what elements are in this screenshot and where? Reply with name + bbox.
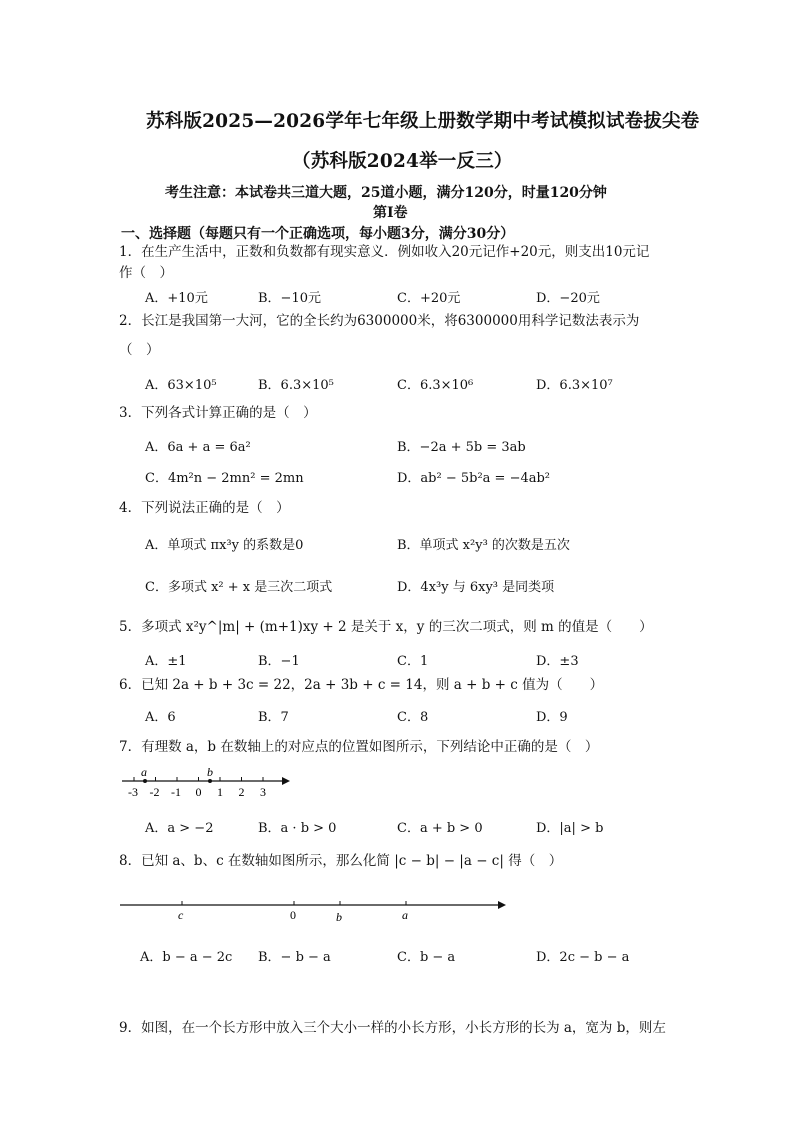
axis-tick-label: -2 xyxy=(149,785,160,799)
number-line-figure-q8 xyxy=(118,895,518,925)
exam-subtitle: （苏科版2024举一反三） xyxy=(292,151,513,172)
axis-arrow xyxy=(498,901,506,909)
question-8-option-b[interactable]: B．− b − a xyxy=(258,950,331,965)
volume-label: 第Ⅰ卷 xyxy=(373,205,408,221)
question-1-stem-cont: 作（ ） xyxy=(119,265,173,281)
exam-title: 苏科版2025—2026学年七年级上册数学期中考试模拟试卷拔尖卷 xyxy=(146,111,700,132)
question-4-stem: 4．下列说法正确的是（ ） xyxy=(119,500,290,516)
question-2-option-d[interactable]: D．6.3×10⁷ xyxy=(536,378,613,393)
exam-notice: 考生注意：本试卷共三道大题，25道小题，满分120分，时量120分钟 xyxy=(165,185,607,201)
question-8-option-c[interactable]: C．b − a xyxy=(397,950,456,965)
point-a-label: a xyxy=(141,765,147,779)
axis-tick-label: 0 xyxy=(195,785,202,799)
question-3-option-b[interactable]: B．−2a + 5b = 3ab xyxy=(397,440,526,455)
point-b xyxy=(208,779,212,783)
axis-tick-label: 1 xyxy=(217,785,223,799)
question-2-stem-cont: （ ） xyxy=(119,342,160,358)
question-1-option-a[interactable]: A．+10元 xyxy=(145,291,208,306)
question-3-option-a[interactable]: A．6a + a = 6a² xyxy=(145,440,251,455)
question-7-option-c[interactable]: C．a + b > 0 xyxy=(397,821,483,836)
question-2-stem: 2．长江是我国第一大河，它的全长约为6300000米，将6300000用科学记数法表示为 xyxy=(119,313,640,329)
question-1-option-b[interactable]: B．−10元 xyxy=(258,291,321,306)
question-1-option-d[interactable]: D．−20元 xyxy=(536,291,600,306)
question-4-option-d[interactable]: D．4x³y 与 6xy³ 是同类项 xyxy=(397,580,555,595)
question-3-option-d[interactable]: D．ab² − 5b²a = −4ab² xyxy=(397,471,551,486)
question-5-stem: 5．多项式 x²y^|m| + (m+1)xy + 2 是关于 x，y 的三次二项式，则 m 的值是（ ） xyxy=(119,619,653,635)
question-6-option-b[interactable]: B．7 xyxy=(258,710,289,725)
label-b: b xyxy=(336,910,342,924)
question-4-option-b[interactable]: B．单项式 x²y³ 的次数是五次 xyxy=(397,538,570,553)
question-6-option-d[interactable]: D．9 xyxy=(536,710,568,725)
label-c: c xyxy=(178,908,184,922)
question-7-stem: 7．有理数 a，b 在数轴上的对应点的位置如图所示，下列结论中正确的是（ ） xyxy=(119,739,599,755)
section-heading: 一、选择题（每题只有一个正确选项，每小题3分，满分30分） xyxy=(121,226,515,242)
label-a: a xyxy=(402,908,408,922)
question-3-stem: 3．下列各式计算正确的是（ ） xyxy=(119,405,317,421)
question-7-option-d[interactable]: D．|a| > b xyxy=(536,821,604,836)
question-2-option-a[interactable]: A．63×10⁵ xyxy=(145,378,217,393)
question-1-stem: 1．在生产生活中，正数和负数都有现实意义．例如收入20元记作+20元，则支出10元记 xyxy=(119,244,650,260)
question-7-option-b[interactable]: B．a · b > 0 xyxy=(258,821,337,836)
axis-arrow xyxy=(282,777,290,785)
point-a xyxy=(143,779,147,783)
question-4-option-a[interactable]: A．单项式 πx³y 的系数是0 xyxy=(145,538,304,553)
question-6-option-c[interactable]: C．8 xyxy=(397,710,429,725)
question-5-option-a[interactable]: A．±1 xyxy=(145,654,187,669)
point-b-label: b xyxy=(207,765,213,779)
question-5-option-d[interactable]: D．±3 xyxy=(536,654,579,669)
number-line-figure-q7 xyxy=(118,764,298,804)
question-5-option-b[interactable]: B．−1 xyxy=(258,654,300,669)
axis-tick-label: 3 xyxy=(260,785,266,799)
question-1-option-c[interactable]: C．+20元 xyxy=(397,291,461,306)
question-8-option-a[interactable]: A．b − a − 2c xyxy=(140,950,233,965)
question-3-option-c[interactable]: C．4m²n − 2mn² = 2mn xyxy=(145,471,304,486)
axis-tick-label: 2 xyxy=(238,785,245,799)
question-6-option-a[interactable]: A．6 xyxy=(145,710,176,725)
axis-tick-label: -3 xyxy=(128,785,138,799)
question-8-stem: 8．已知 a、b、c 在数轴如图所示，那么化简 |c − b| − |a − c| 得（ ） xyxy=(119,853,563,869)
question-5-option-c[interactable]: C．1 xyxy=(397,654,429,669)
question-2-option-c[interactable]: C．6.3×10⁶ xyxy=(397,378,474,393)
question-8-option-d[interactable]: D．2c − b − a xyxy=(536,950,630,965)
question-7-option-a[interactable]: A．a > −2 xyxy=(145,821,214,836)
question-6-stem: 6．已知 2a + b + 3c = 22，2a + 3b + c = 14，则 a + b + c 值为（ ） xyxy=(119,677,604,693)
question-2-option-b[interactable]: B．6.3×10⁵ xyxy=(258,378,334,393)
question-4-option-c[interactable]: C．多项式 x² + x 是三次二项式 xyxy=(145,580,333,595)
axis-tick-label: -1 xyxy=(171,785,181,799)
label-0: 0 xyxy=(290,908,296,922)
question-9-stem: 9．如图，在一个长方形中放入三个大小一样的小长方形，小长方形的长为 a，宽为 b，则左 xyxy=(119,1020,666,1036)
